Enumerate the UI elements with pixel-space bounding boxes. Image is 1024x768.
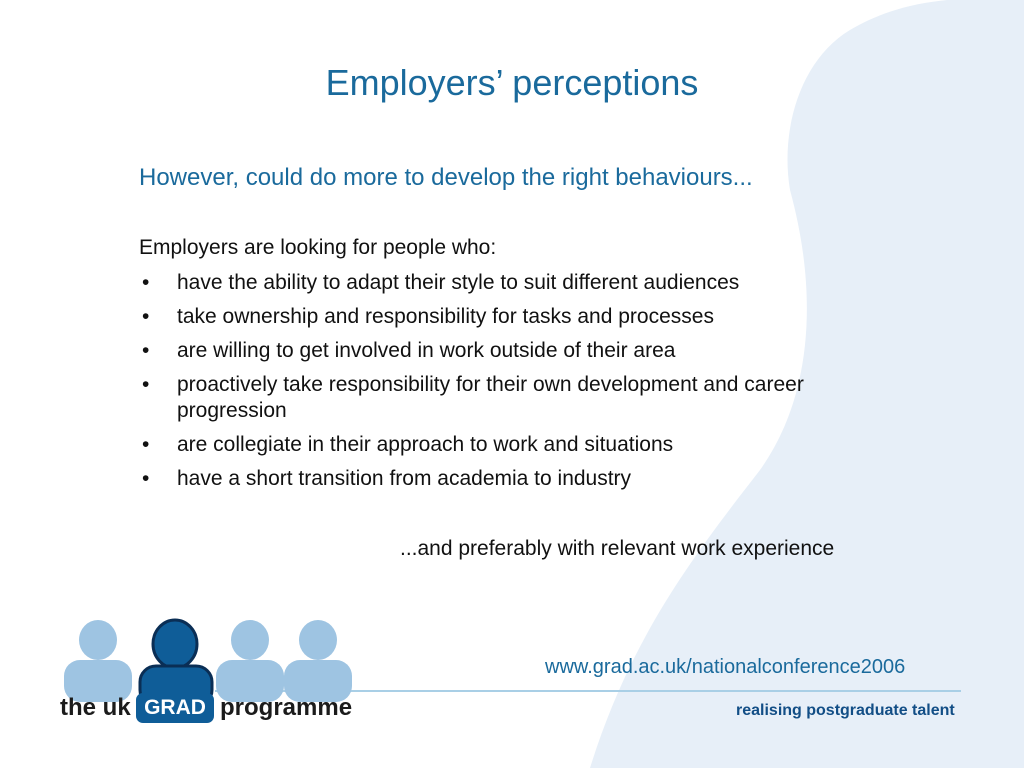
bullet-text: take ownership and responsibility for tasks and processes xyxy=(177,305,714,328)
bullet-item xyxy=(139,304,879,330)
bullet-marker: • xyxy=(142,373,150,396)
bullet-marker: • xyxy=(142,339,150,362)
bullet-marker: • xyxy=(142,305,150,328)
slide-title: Employers’ perceptions xyxy=(325,62,699,103)
logo-word-the-uk: the uk xyxy=(60,694,131,721)
bullet-marker: • xyxy=(142,433,150,456)
bullet-marker: • xyxy=(142,467,150,490)
bullet-text: proactively take responsibility for their own development and career progression xyxy=(177,373,804,422)
bullet-item xyxy=(139,372,879,424)
bullet-item xyxy=(139,270,879,296)
people-group-icon xyxy=(60,618,370,702)
bullet-text: are collegiate in their approach to work and situations xyxy=(177,433,674,456)
intro-text: Employers are looking for people who: xyxy=(139,236,497,259)
bullet-list xyxy=(139,270,879,500)
logo-word-programme: programme xyxy=(220,694,353,721)
bullet-item xyxy=(139,338,879,364)
bullet-item xyxy=(139,466,879,492)
slide-subtitle: However, could do more to develop the right behaviours... xyxy=(139,164,753,191)
bullet-text: are willing to get involved in work outside of their area xyxy=(177,339,676,362)
footer-tagline: realising postgraduate talent xyxy=(736,702,955,719)
closing-text: ...and preferably with relevant work experience xyxy=(400,537,835,560)
footer-url[interactable]: www.grad.ac.uk/nationalconference2006 xyxy=(545,656,906,678)
bullet-text: have a short transition from academia to industry xyxy=(177,467,632,490)
bullet-text: have the ability to adapt their style to suit different audiences xyxy=(177,271,740,294)
bullet-marker: • xyxy=(142,271,150,294)
logo-grad-badge: GRAD xyxy=(136,693,214,723)
bullet-item xyxy=(139,432,879,458)
